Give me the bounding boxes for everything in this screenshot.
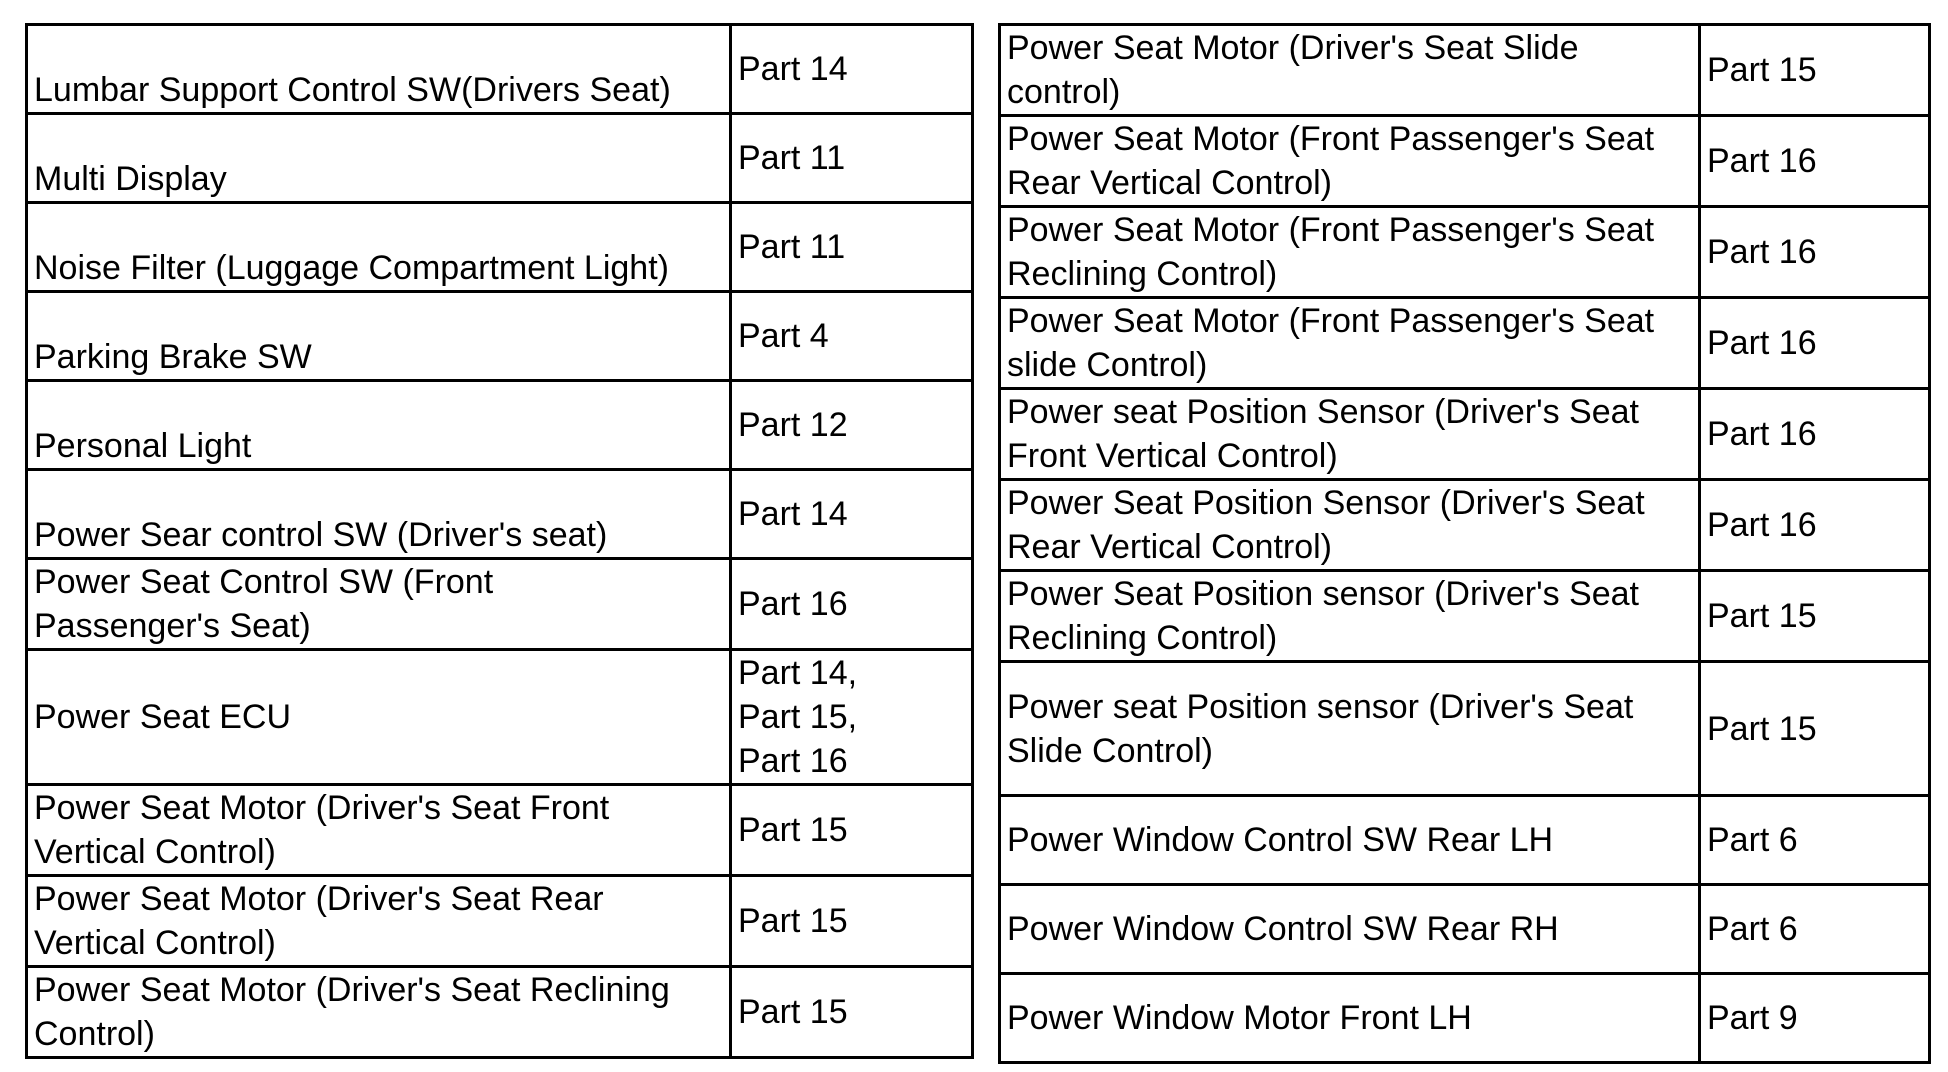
table-row: [1000, 116, 1930, 207]
component-cell: Power Seat Motor (Front Passenger's Seat Reclining Control): [1000, 207, 1700, 298]
component-cell: Power Seat Motor (Front Passenger's Seat slide Control): [1000, 298, 1700, 389]
table-row: [27, 114, 973, 203]
component-cell: Power Sear control SW (Driver's seat): [27, 470, 731, 559]
location-cell: Part 15: [1700, 571, 1930, 662]
table-row: [1000, 389, 1930, 480]
location-cell: Part 6: [1700, 885, 1930, 974]
location-cell: Part 16: [1700, 207, 1930, 298]
table-row: [1000, 885, 1930, 974]
table-row: [27, 876, 973, 967]
location-cell: Part 16: [731, 559, 973, 650]
component-cell: Power Window Control SW Rear RH: [1000, 885, 1700, 974]
table-row: [27, 650, 973, 785]
location-cell: Part 12: [731, 381, 973, 470]
component-cell: Personal Light: [27, 381, 731, 470]
component-cell: Noise Filter (Luggage Compartment Light): [27, 203, 731, 292]
component-cell: Power Seat ECU: [27, 650, 731, 785]
component-cell: Power Window Motor Front LH: [1000, 974, 1700, 1063]
location-cell: Part 16: [1700, 298, 1930, 389]
component-cell: Power Seat Motor (Front Passenger's Seat Rear Vertical Control): [1000, 116, 1700, 207]
location-cell: Part 15: [1700, 662, 1930, 796]
component-cell: Power seat Position Sensor (Driver's Seat Front Vertical Control): [1000, 389, 1700, 480]
component-index-table-left: [25, 23, 974, 1059]
location-cell: Part 16: [1700, 116, 1930, 207]
table-row: [1000, 207, 1930, 298]
location-cell: Part 9: [1700, 974, 1930, 1063]
table-row: [27, 470, 973, 559]
table-body: [27, 25, 973, 1058]
table-row: [27, 203, 973, 292]
table-row: [27, 381, 973, 470]
component-cell: Multi Display: [27, 114, 731, 203]
table-row: [27, 25, 973, 114]
table-row: [27, 785, 973, 876]
table-row: [1000, 298, 1930, 389]
table-row: [1000, 571, 1930, 662]
component-cell: Power Seat Motor (Driver's Seat Reclining Control): [27, 967, 731, 1058]
component-cell: Power Seat Control SW (Front Passenger's Seat): [27, 559, 731, 650]
location-cell: Part 15: [1700, 25, 1930, 116]
location-cell: Part 15: [731, 967, 973, 1058]
component-cell: Power Seat Motor (Driver's Seat Slide control): [1000, 25, 1700, 116]
component-cell: Power Seat Position sensor (Driver's Seat Reclining Control): [1000, 571, 1700, 662]
component-cell: Power Seat Motor (Driver's Seat Front Vertical Control): [27, 785, 731, 876]
location-cell: Part 6: [1700, 796, 1930, 885]
table-row: [1000, 25, 1930, 116]
table-row: [1000, 796, 1930, 885]
location-cell: Part 11: [731, 203, 973, 292]
location-cell: Part 14, Part 15, Part 16: [731, 650, 973, 785]
table-row: [27, 559, 973, 650]
location-cell: Part 14: [731, 470, 973, 559]
component-cell: Power Window Control SW Rear LH: [1000, 796, 1700, 885]
location-cell: Part 4: [731, 292, 973, 381]
location-cell: Part 14: [731, 25, 973, 114]
table-row: [1000, 974, 1930, 1063]
table-row: [27, 967, 973, 1058]
component-index-table-right: [998, 23, 1931, 1064]
location-cell: Part 16: [1700, 480, 1930, 571]
component-cell: Power seat Position sensor (Driver's Seat Slide Control): [1000, 662, 1700, 796]
component-cell: Parking Brake SW: [27, 292, 731, 381]
location-cell: Part 11: [731, 114, 973, 203]
component-cell: Power Seat Position Sensor (Driver's Seat Rear Vertical Control): [1000, 480, 1700, 571]
table-row: [1000, 662, 1930, 796]
location-cell: Part 15: [731, 876, 973, 967]
component-cell: Lumbar Support Control SW(Drivers Seat): [27, 25, 731, 114]
table-row: [1000, 480, 1930, 571]
component-cell: Power Seat Motor (Driver's Seat Rear Vertical Control): [27, 876, 731, 967]
table-body: [1000, 25, 1930, 1063]
location-cell: Part 15: [731, 785, 973, 876]
table-row: [27, 292, 973, 381]
location-cell: Part 16: [1700, 389, 1930, 480]
